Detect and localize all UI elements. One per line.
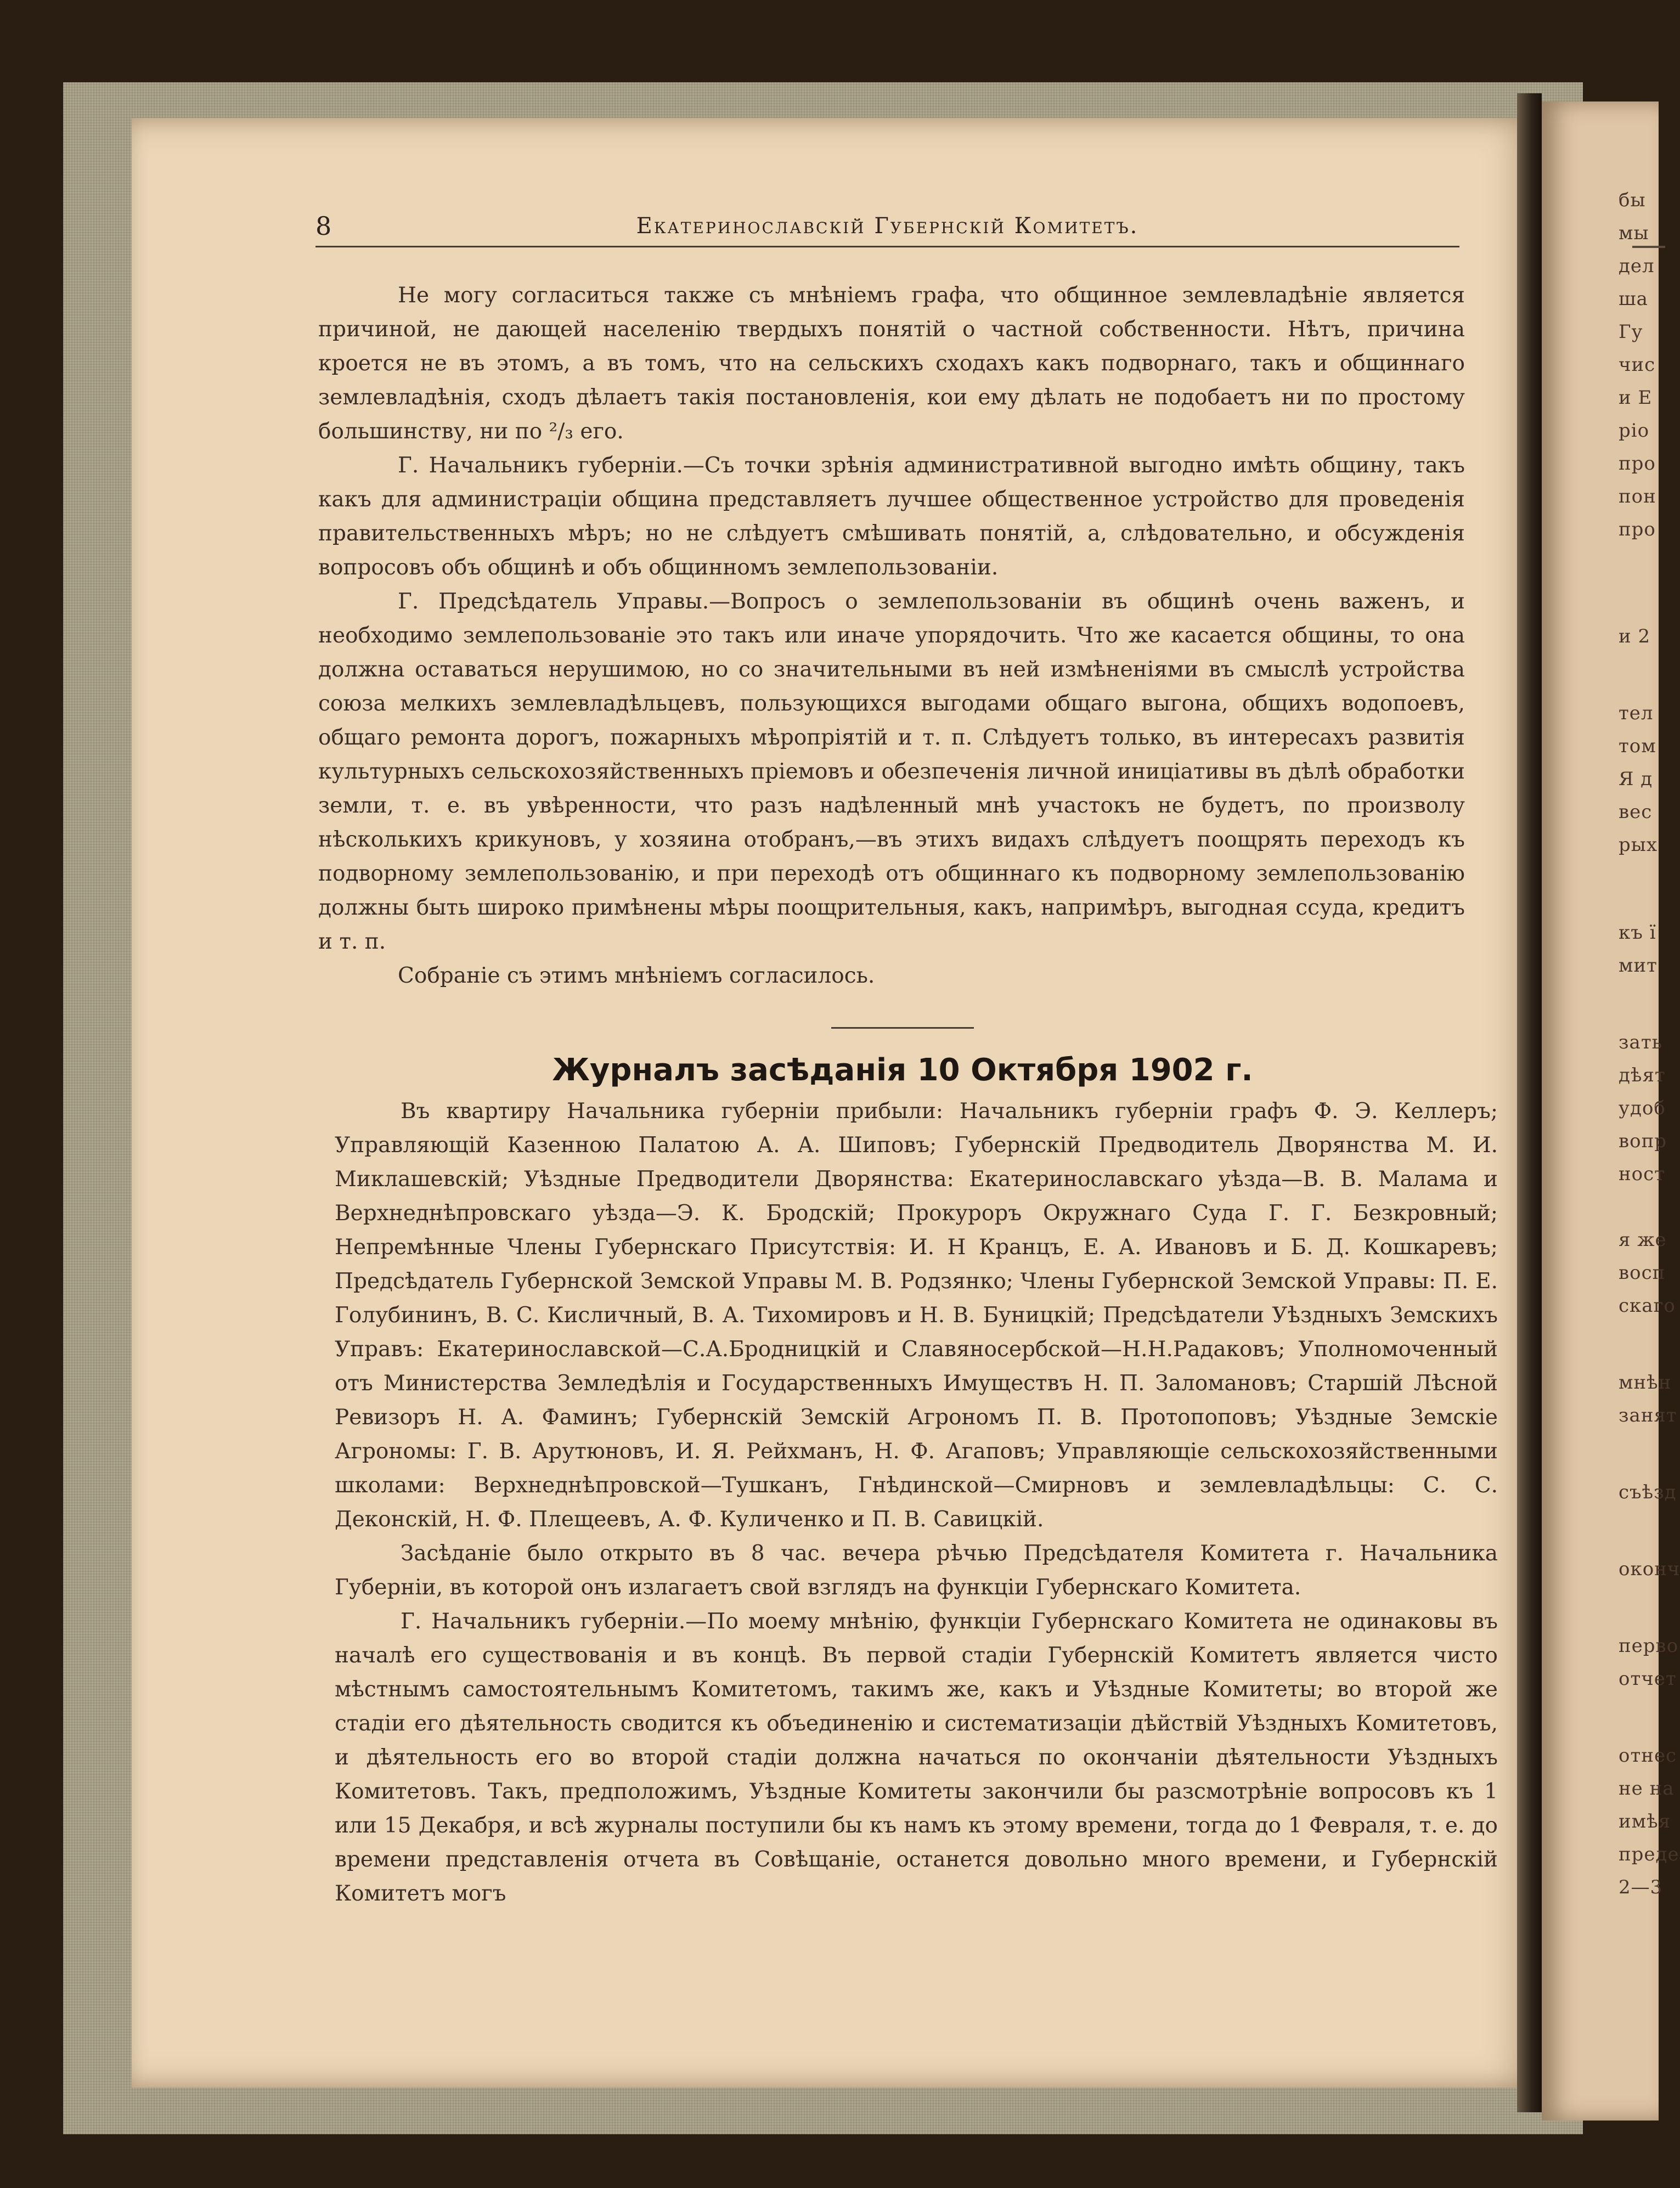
facing-page-fragment: не на: [1619, 1778, 1675, 1800]
facing-page-fragment: Гу: [1619, 321, 1643, 343]
facing-page-fragment: вопр: [1619, 1130, 1667, 1152]
facing-page-fragment: оконч: [1619, 1558, 1680, 1580]
facing-page-fragment: мы: [1619, 222, 1649, 244]
paragraph: Г. Предсѣдатель Управы.—Вопросъ о землепользованіи въ общинѣ очень важенъ, и необходимо землепользованіе это такъ или иначе упорядочить. Что же касается общины, то она должна оставаться нерушимою, но со значительными въ ней измѣненіями въ смыслѣ устройства союза мелкихъ землевладѣльцевъ, пользующихся выгодами общаго выгона, общихъ водопоевъ, общаго ремонта дорогъ, пожарныхъ мѣропріятій и т. п. Слѣдуетъ только, въ интересахъ развитія культурныхъ сельскохозяйственныхъ пріемовъ и обезпеченія личной иниціативы въ дѣлѣ обработки земли, т. е. въ увѣренности, что разъ надѣленный мнѣ участокъ не будетъ, по произволу нѣсколькихъ крикуновъ, у хозяина отобранъ,—въ этихъ видахъ слѣдуетъ поощрять переходъ къ подворному землепользованію, и при переходѣ отъ общиннаго къ подворному землепользованію должны быть широко примѣнены мѣры поощрительныя, какъ, напримѣръ, выгодная ссуда, кредитъ и т. п.: [318, 589, 1465, 954]
facing-page-fragment: занят: [1619, 1405, 1677, 1426]
running-title: Екатеринославскій Губернскій Комитетъ.: [636, 213, 1139, 239]
paragraph: Въ квартиру Начальника губерніи прибыли: Начальникъ губерніи графъ Ф. Э. Келлеръ; Управляющій Казенною Палатою А. А. Шиповъ; Губернскій Предводитель Дворянства М. И. Миклашевскій; Уѣздные Предводители Дворянства: Екатеринославскаго уѣзда—В. В. Малама и Верхнеднѣпровскаго уѣзда—Э. К. Бродскій; Прокуроръ Окружнаго Суда Г. Г. Безкровный; Непремѣнные Члены Губернскаго Присутствія: И. Н Кранцъ, Е. А. Ивановъ и Б. Д. Кошкаревъ; Предсѣдатель Губернской Земской Управы М. В. Родзянко; Члены Губернской Земской Управы: П. Е. Голубининъ, В. С. Кисличный, В. А. Тихомировъ и Н. В. Буницкій; Предсѣдатели Уѣздныхъ Земскихъ Управъ: Екатеринославской—С.А.Бродницкій и Славяносербской—Н.Н.Радаковъ; Уполномоченный отъ Министерства Земледѣлія и Государственныхъ Имуществъ Н. П. Заломановъ; Старшій Лѣсной Ревизоръ Н. А. Фаминъ; Губернскій Земскій Агрономъ П. В. Протопоповъ; Уѣздные Земскіе Агрономы: Г. В. Арутюновъ, И. Я. Рейхманъ, Н. Ф. Агаповъ; Управляющіе сельскохозяйственными школами: Верхнеднѣпровской—Тушканъ, Гнѣдинской—Смирновъ и землевладѣльцы: С. С. Деконскій, Н. Ф. Плещеевъ, А. Ф. Куличенко и П. В. Савицкій.: [335, 1099, 1498, 1532]
text-block-bottom: [335, 1095, 1498, 1911]
facing-page-fragment: удоб: [1619, 1097, 1666, 1119]
facing-page-fragment: вес: [1619, 801, 1653, 823]
facing-page-fragment: имѣя: [1619, 1811, 1671, 1832]
facing-page-fragment: мит: [1619, 955, 1658, 977]
facing-page-fragment: дѣят: [1619, 1064, 1666, 1086]
facing-page: [1542, 101, 1680, 2121]
section-divider: [831, 1027, 974, 1029]
facing-page-fragment: отчет: [1619, 1668, 1677, 1690]
facing-page-fragment: рых: [1619, 834, 1658, 856]
facing-page-fragment: тел: [1619, 702, 1654, 724]
facing-page-fragment: про: [1619, 518, 1656, 540]
facing-page-fragment: чис: [1619, 354, 1656, 376]
facing-page-fragment: про: [1619, 453, 1656, 475]
facing-page-fragment: отнес: [1619, 1745, 1677, 1767]
facing-page-fragment: том: [1619, 735, 1656, 757]
facing-page-fragment: зать: [1619, 1031, 1663, 1053]
paragraph: Г. Начальникъ губерніи.—Съ точки зрѣнія административной выгодно имѣть общину, такъ какъ для администраціи община представляетъ лучшее общественное устройство для проведенія правительственныхъ мѣръ; но не слѣдуетъ смѣшивать понятій, а, слѣдовательно, и обсужденія вопросовъ объ общинѣ и объ общинномъ землепользованіи.: [318, 453, 1465, 580]
facing-page-fragment: дел: [1619, 255, 1655, 277]
facing-page-fragment: ріо: [1619, 420, 1650, 442]
facing-page-fragment: преде: [1619, 1843, 1679, 1865]
facing-page-fragment: и Е: [1619, 387, 1653, 409]
facing-page-fragment: я же: [1619, 1229, 1667, 1251]
section-title: Журналъ засѣданія 10 Октября 1902 г.: [552, 1052, 1253, 1088]
facing-page-fragment: скаго: [1619, 1295, 1676, 1317]
facing-page-rule: [1632, 246, 1665, 248]
facing-page-fragment: мнѣн: [1619, 1372, 1672, 1394]
facing-page-fragment: пон: [1619, 486, 1656, 507]
paragraph: Не могу согласиться также съ мнѣніемъ графа, что общинное землевладѣніе является причиной, не дающей населенію твердыхъ понятій о частной собственности. Нѣтъ, причина кроется не въ этомъ, а въ томъ, что на сельскихъ сходахъ какъ подворнаго, такъ и общиннаго землевладѣнія, сходъ дѣлаетъ такія постановленія, кои ему дѣлать не подобаетъ ни по простому большинству, ни по ²/₃ его.: [318, 283, 1465, 444]
paragraph: Собраніе съ этимъ мнѣніемъ согласилось.: [398, 963, 875, 988]
facing-page-fragment: перво: [1619, 1635, 1679, 1657]
paragraph: Г. Начальникъ губерніи.—По моему мнѣнію, функціи Губернскаго Комитета не одинаковы въ началѣ его существованія и въ концѣ. Въ первой стадіи Губернскій Комитетъ является чисто мѣстнымъ самостоятельнымъ Комитетомъ, такимъ же, какъ и Уѣздные Комитеты; во второй же стадіи его дѣятельность сводится къ объединенію и систематизаціи дѣйствій Уѣздныхъ Комитетовъ, и дѣятельность его во второй стадіи должна начаться по окончаніи дѣятельности Уѣздныхъ Комитетовъ. Такъ, предположимъ, Уѣздные Комитеты закончили бы разсмотрѣніе вопросовъ къ 1 или 15 Декабря, и всѣ журналы поступили бы къ намъ къ этому времени, тогда до 1 Февраля, т. е. до времени представленія отчета въ Совѣщаніе, останется довольно много времени, и Губернскій Комитетъ могъ: [335, 1609, 1498, 1906]
facing-page-fragment: бы: [1619, 189, 1646, 211]
facing-page-fragment: ша: [1619, 288, 1648, 310]
facing-page-fragment: съѣзд: [1619, 1481, 1677, 1503]
facing-page-fragment: къ ї: [1619, 922, 1656, 944]
facing-page-fragment: восп: [1619, 1262, 1666, 1284]
facing-page-fragment: ност: [1619, 1163, 1665, 1185]
running-head: [315, 211, 1459, 244]
paragraph: Засѣданіе было открыто въ 8 час. вечера рѣчью Предсѣдателя Комитета г. Начальника Губерніи, въ которой онъ излагаетъ свой взглядъ на функціи Губернскаго Комитета.: [335, 1541, 1498, 1600]
header-rule: [315, 246, 1459, 247]
facing-page-fragment: и 2: [1619, 625, 1651, 647]
text-block-top: [318, 279, 1465, 993]
page-number: 8: [315, 211, 332, 241]
book-gutter: [1517, 93, 1542, 2112]
facing-page-fragment: Я д: [1619, 768, 1653, 790]
facing-page-fragment: 2—3: [1619, 1876, 1663, 1898]
